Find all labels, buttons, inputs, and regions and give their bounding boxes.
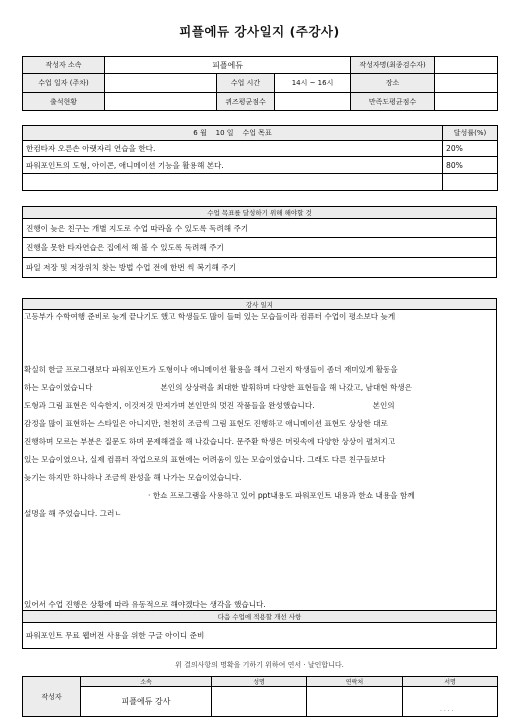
goals-heading bbox=[23, 126, 443, 141]
next-heading: 다음 수업에 적용할 개선 사항 bbox=[23, 611, 497, 623]
confirm-note: 위 결의사항의 명확을 기하기 위하여 연서 · 날인합니다. bbox=[175, 661, 344, 669]
page-title: 피플에듀 강사일지 (주강사) bbox=[179, 24, 340, 39]
todo-item-1: 진행이 늦은 친구는 개별 지도로 수업 따라올 수 있도록 독려해 주기 bbox=[23, 219, 497, 238]
signer-value bbox=[435, 57, 498, 74]
todo-table bbox=[22, 206, 497, 278]
goal-row-2: 파워포인트의 도형, 아이콘, 애니메이션 기능을 활용해 본다. bbox=[23, 157, 443, 174]
diary-line-3-wrap bbox=[24, 379, 495, 397]
diary-line-8: 늦기는 하지만 하나하나 조금씩 완성을 해 나가는 모습이었습니다. bbox=[24, 473, 242, 482]
time-value: 14시 ~ 16시 bbox=[275, 74, 351, 93]
goal-rate-1: 20% bbox=[443, 141, 498, 157]
diary-line-6: 진행하며 모르는 부분은 질문도 하며 문제해결을 해 나갔습니다. 문주환 학생은 머릿속에 다양한 상상이 펼쳐지고 bbox=[24, 437, 396, 446]
corner-mark: . . . . bbox=[440, 706, 454, 713]
quiz-label: 퀴즈평균점수 bbox=[217, 93, 275, 111]
affiliation-value: 피플에듀 강사 bbox=[81, 687, 212, 717]
diary-line-2: 확실히 한글 프로그램보다 파워포인트가 도형이나 애니메이션 활용을 해서 그런지 학생들이 좀더 재미있게 활동을 bbox=[24, 365, 398, 374]
goals-heading-text: 수업 목표 bbox=[242, 129, 272, 137]
rate-label: 달성률(%) bbox=[443, 126, 498, 141]
col-name: 성명 bbox=[212, 677, 307, 687]
attendance-value bbox=[105, 93, 217, 111]
diary-line-4a: 도형과 그림 표현은 익숙한지, 이것저것 만져가며 본인만의 멋진 작품들을 완성했습니다. bbox=[24, 401, 315, 410]
signature-table bbox=[22, 676, 498, 717]
author-label: 작성자 소속 bbox=[23, 57, 105, 74]
goals-table bbox=[22, 125, 498, 191]
diary-line-11: 있어서 수업 진행은 상황에 따라 유동적으로 해야겠다는 생각을 했습니다. bbox=[24, 600, 266, 609]
contact-value bbox=[307, 687, 403, 717]
goals-heading-month: 6 월 bbox=[193, 129, 207, 137]
satisfaction-value bbox=[435, 93, 498, 111]
place-value bbox=[435, 74, 498, 93]
header-info-table bbox=[22, 56, 498, 111]
goal-rate-empty bbox=[443, 174, 498, 191]
time-label: 수업 시간 bbox=[217, 74, 275, 93]
next-text: 파워포인트 무료 웹버전 사용을 위한 구글 아이디 준비 bbox=[23, 623, 497, 649]
attendance-label: 출석현황 bbox=[23, 93, 105, 111]
col-contact: 연락처 bbox=[307, 677, 403, 687]
todo-heading: 수업 목표를 달성하기 위해 해야할 것 bbox=[23, 207, 497, 219]
quiz-value bbox=[275, 93, 351, 111]
todo-item-3: 파일 저장 및 저장위치 찾는 방법 수업 전에 한번 씩 복기해 주기 bbox=[23, 258, 497, 278]
diary-line-5: 감정을 많이 표현하는 스타일은 아니지만, 천천히 조금씩 그림 표현도 진행하고 애니메이션 표현도 상상한 대로 bbox=[24, 419, 388, 428]
diary-line-4b: 본인의 bbox=[372, 401, 395, 410]
diary-line-9: · 한쇼 프로그램을 사용하고 있어 ppt내용도 파워포인트 내용과 한쇼 내용을 함께 bbox=[148, 491, 415, 500]
date-value bbox=[105, 74, 217, 93]
place-label: 장소 bbox=[351, 74, 435, 93]
diary-line-1: 고등부가 수학여행 준비로 늦게 끝나기도 했고 학생들도 많이 들떠 있는 모습들이라 컴퓨터 수업이 평소보다 늦게 bbox=[24, 312, 396, 321]
diary-line-10: 설명을 해 주었습니다. 그러ㄴ bbox=[24, 509, 122, 518]
col-sign: 서명 bbox=[403, 677, 498, 687]
signer-label: 작성자명(최종검수자) bbox=[351, 57, 435, 74]
diary-line-3a: 하는 모습이였습니다 bbox=[24, 383, 93, 392]
diary-heading: 강사 일지 bbox=[23, 299, 497, 310]
satisfaction-label: 만족도평균점수 bbox=[351, 93, 435, 111]
author-value: 피플에듀 bbox=[105, 57, 351, 74]
col-affiliation: 소속 bbox=[81, 677, 212, 687]
diary-line-7: 있는 모습이였으나, 실제 컴퓨터 작업으로의 표현에는 어려움이 있는 모습이였습니다. 그래도 다른 친구들보다 bbox=[24, 455, 386, 464]
goal-row-1: 한컴타자 오른손 아랫자리 연습을 한다. bbox=[23, 141, 443, 157]
goals-heading-day: 10 일 bbox=[215, 129, 234, 137]
goal-rate-2: 80% bbox=[443, 157, 498, 174]
date-label: 수업 일자 (주차) bbox=[23, 74, 105, 93]
diary-line-4-wrap bbox=[24, 397, 495, 415]
todo-item-2: 진행을 못한 타자연습은 집에서 해 볼 수 있도록 독려해 주기 bbox=[23, 238, 497, 258]
goal-row-empty bbox=[23, 174, 443, 191]
diary-line-3b: 본인의 상상력을 최대한 발휘하며 다양한 표현들을 해 나갔고, 남대현 학생은 bbox=[160, 383, 412, 392]
name-value bbox=[212, 687, 307, 717]
writer-label: 작성자 bbox=[23, 677, 81, 717]
